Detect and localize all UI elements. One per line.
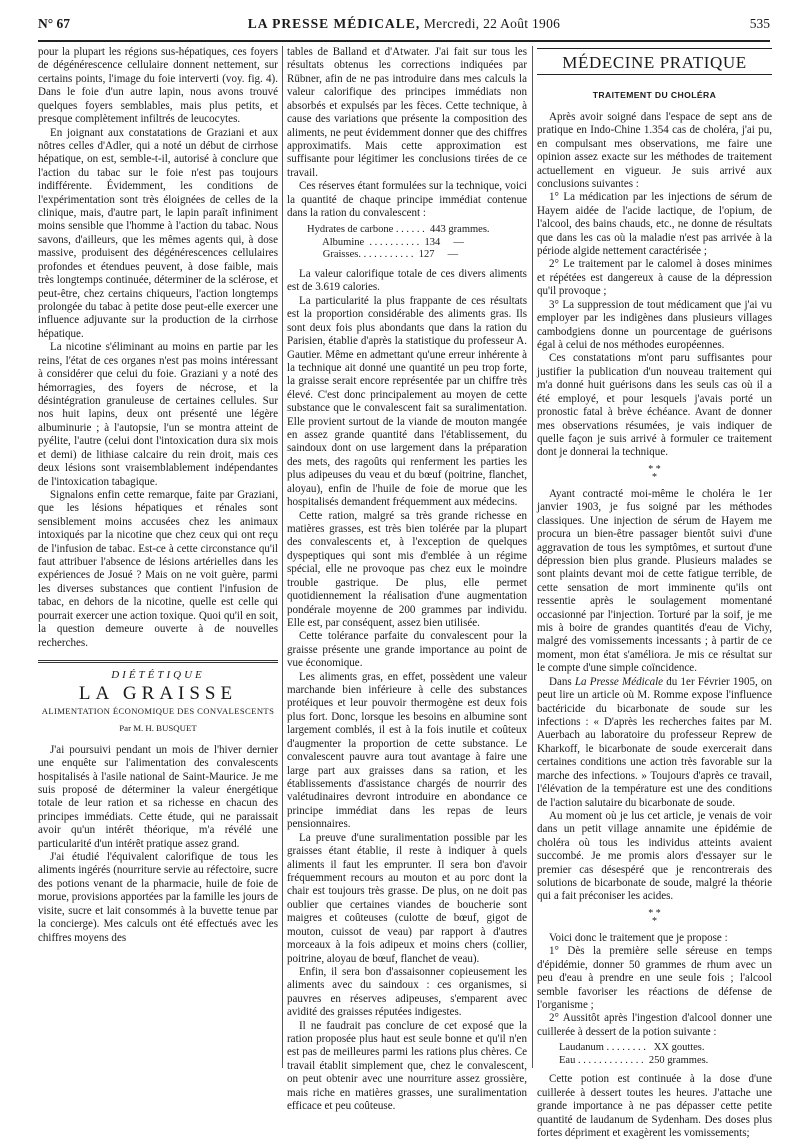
column-middle: [287, 46, 527, 1113]
paragraph: 3° La suppression de tout médicament que j'ai vu employer par les indigènes dans plusieurs villages cambodgiens donne un pourcentage de guérisons égal à celui de nos méthodes européennes.: [537, 298, 772, 352]
paragraph: La nicotine s'éliminant au moins en partie par les reins, l'état de ces organes n'est pas moins intéressant à considérer que celui du foie. Graziani y a noté des hémorragies, des foyers de nécrose, et la désintégration granuleuse de certaines cellules. Sur nos huit lapins, deux ont présenté une légère albuminurie ; à l'autopsie, l'un se montra atteint de pyélite, l'autre (celui dont l'intoxication dura six mois et demi) de lithiase calcaire du rein droit, mais ces deux lésions sont vraisemblablement indépendantes de l'intoxication tabagique.: [38, 341, 278, 488]
article-byline: Par M. H. BUSQUET: [119, 723, 197, 734]
prescription-line: Eau . . . . . . . . . . . . . 250 grammes.: [559, 1054, 709, 1066]
journal-title-line: [38, 16, 770, 32]
paragraph: 2° Le traitement par le calomel à doses minimes et répétées est dangereux à cause de la dépression qu'il provoque ;: [537, 258, 772, 298]
asterism-ornament: * * *: [648, 463, 661, 483]
paragraph: pour la plupart les régions sus-hépatiques, ces foyers de dégénérescence cellulaire donnent nettement, sur certains points, l'image du foie interverti (voy. fig. 4). Dans le foie d'un autre lapin, nous avons trouvé quelques foyers semblables, mais plus petits, et presque complètement infiltrés de leucocytes.: [38, 46, 278, 126]
paragraph: Cette tolérance parfaite du convalescent pour la graisse présente une grande importance au point de vue économique.: [287, 630, 527, 670]
paragraph: 1° La médication par les injections de sérum de Hayem aidée de l'acide lactique, de l'opium, de l'alcool, des bains chauds, etc., ne donne de résultats que dans les cas où la maladie n'est pas arrivée à la période algide nettement caractérisée ;: [537, 191, 772, 258]
paragraph: J'ai poursuivi pendant un mois de l'hiver dernier une enquête sur l'alimentation des convalescents hospitalisés à l'asile national de Saint-Maurice. Je me suis proposé de déterminer la valeur énergétique totale de leur ration et sa richesse en chacun des principes immédiats. Cette étude, qui ne paraissait avoir qu'un intérêt théorique, m'a révélé une particularité d'un intérêt pratique assez grand.: [38, 743, 278, 850]
article-subtitle: TRAITEMENT DU CHOLÉRA: [592, 90, 717, 101]
section-title: DIÉTÉTIQUE: [111, 668, 205, 681]
page-header: [38, 16, 770, 38]
table-row: Graisses. . . . . . . . . . . 127 —: [307, 249, 459, 261]
paragraph: La particularité la plus frappante de ces résultats est la proportion considérable des aliments gras. Ils sont deux fois plus abondants que dans la ration du Parisien, établie d'après la statistique du professeur A. Gautier. Même en admettant qu'une erreur inhérente à la technique ait donné une quantité un peu trop forte, la graisse serait encore représentée par un chiffre très élevé. C'est donc principalement au moyen de cette substance que le convalescent fait sa suralimentation. Elle provient surtout de la viande de mouton mangée en assez grande quantité dans l'établissement, du saindoux dont on use largement dans la préparation des mets, des ragoûts qui renferment les parties les plus adipeuses du veau et du bœuf (poitrine, flanchet, aloyau), enfin de l'huile de foie de morue que les hospitalisés demandent fréquemment aux médecins.: [287, 294, 527, 509]
paragraph: Il ne faudrait pas conclure de cet exposé que la ration proposée plus haut est seule bonne et qu'il n'en est pas de meilleures parmi les rations plus chères. Ce travail établit simplement que, chez le convalescent, on peut obtenir avec une nourriture assez grossière, mais riche en matières grasses, une suralimentation efficace et peu coûteuse.: [287, 1019, 527, 1113]
column-left: [38, 46, 278, 1072]
paragraph: Après avoir soigné dans l'espace de sept ans de pratique en Indo-Chine 1.354 cas de choléra, j'ai pu, en compulsant mes observations, me faire une opinion assez exacte sur les méthodes de traitement actuellement en vigueur. Je suis arrivé aux conclusions suivantes :: [537, 110, 772, 190]
article-subtitle: ALIMENTATION ÉCONOMIQUE DES CONVALESCENTS: [41, 705, 275, 716]
column-divider: [532, 46, 533, 1068]
paragraph: Ayant contracté moi-même le choléra le 1er janvier 1903, je fus soigné par les méthodes classiques. Une injection de sérum de Hayem me procura un bien-être passager bientôt suivi d'une aggravation de tous les symptômes, et surtout d'une dépression bien plus grande. Plusieurs malades se sont plaints devant moi de cette fatigue terrible, de cette sensation de mort imminente qu'ils ont ressentie après le soulagement momentané occasionné par l'injection. Torturé par la soif, je me mis à boire de grandes quantités d'eau de Vichy, malgré des vomissements incessants ; à partir de ce moment, mon état s'améliora. Je mis ce résultat sur le compte d'une simple coïncidence.: [537, 487, 772, 675]
paragraph: Cette potion est continuée à la dose d'une cuillerée à dessert toutes les heures. J'attache une grande importance à ne pas dépasser cette petite quantité de laudanum de Sydenham. Des doses plus fortes dépriment et exagèrent les vomissements;: [537, 1073, 772, 1139]
paragraph: La valeur calorifique totale de ces divers aliments est de 3.619 calories.: [287, 267, 527, 294]
paragraph: Les aliments gras, en effet, possèdent une valeur marchande bien inférieure à celle des substances protéiques et leur pouvoir thermogène est deux fois plus fort. Donc, lorsque les besoins en albumine sont largement comblés, il est à la fois inutile et coûteux d'augmenter la proportion de cette substance. Le convalescent pauvre aura tout avantage à faire une large part aux graisses dans sa ration, et les établissements d'assistance chargés de nourrir des valétudinaires devront introduire en abondance ce principe immédiat dans les repas de leurs pensionnaires.: [287, 670, 527, 831]
paragraph: Au moment où je lus cet article, je venais de voir dans un petit village annamite une épidémie de choléra où tous les individus atteints avaient succombé. Je me promis alors d'essayer sur le premier cas désespéré que je rencontrerais des solutions de bicarbonate de soude, malgré la théorie qui a fait préconiser les acides.: [537, 809, 772, 903]
column-right: [537, 46, 772, 1139]
paragraph: 2° Aussitôt après l'ingestion d'alcool donner une cuillerée à dessert de la potion suivante :: [537, 1012, 772, 1038]
article-title: LA GRAISSE: [78, 683, 238, 705]
issue-number: N° 67: [38, 16, 71, 31]
article-separator: [38, 660, 278, 663]
paragraph: J'ai étudié l'équivalent calorifique de tous les aliments ingérés (nourriture servie au réfectoire, sucre des potions venant de la pharmacie, huile de foie de morue, provisions apportées par la famille les jours de visite, sucre et lait consommés à la buvette tenue par la concierge). Mes calculs ont été effectués avec les chiffres moyens des: [38, 851, 278, 944]
prescription-line: Laudanum . . . . . . . . XX gouttes.: [559, 1042, 705, 1054]
text-run: Dans: [549, 675, 575, 688]
page-number: 535: [749, 16, 770, 31]
paragraph: [537, 676, 772, 810]
paragraph: Voici donc le traitement que je propose :: [549, 931, 728, 944]
table-row: Hydrates de carbone . . . . . . 443 grammes.: [307, 224, 490, 236]
column-divider: [282, 46, 283, 1068]
paragraph: La preuve d'une suralimentation possible par les graisses étant établie, il reste à indiquer à quels aliments il faut les emprunter. Il sera bon d'avoir fréquemment recours au mouton et au porc dont la chair est toujours très grasse. De plus, on ne doit pas oublier que certaines viandes de boucherie sont maigres et coûteuses (culotte de bœuf, gigot de mouton, cuissot de veau) par rapport à d'autres morceaux à la fois adipeux et moins chers (collier, poitrine, aloyau de bœuf, flanchet de veau).: [287, 831, 527, 965]
paragraph: tables de Balland et d'Atwater. J'ai fait sur tous les résultats obtenus les corrections indiquées par Rübner, afin de ne pas introduire dans mes calculs la valeur calorifique des principes immédiats non absorbés et expulsés par les fèces. Cette technique, à cause des variations que présente la composition des aliments, ne peut évidemment donner que des chiffres approximatifs. Mais cette approximation est suffisante pour légitimer les conclusions tirées de ce travail.: [287, 46, 527, 179]
journal-name: LA PRESSE MÉDICALE,: [247, 16, 421, 31]
paragraph: 1° Dès la première selle séreuse en temps d'épidémie, donner 50 grammes de rhum avec un peu d'eau à prendre en une seule fois ; l'alcool semble favoriser les réactions de défense de l'organisme ;: [537, 945, 772, 1011]
text-run: du 1er Février 1905, on peut lire un article où M. Romme expose l'influence bactéricide du bicarbonate de soude sur les infections : « D'après les recherches faites par M. Auerbach au laboratoire du professeur Reprew de Kharkoff, le bicarbonate de soude exercerait dans certaines conditions une action très favorable sur la marche des infections. » Toujours d'après ce travail, l'élévation de la température est une des conditions de l'action salutaire du bicarbonate de soude.: [537, 675, 772, 809]
asterism-ornament: * * *: [648, 907, 661, 927]
paragraph: Ces réserves étant formulées sur la technique, voici la quantité de chaque principe immédiat contenue dans la ration du convalescent :: [287, 180, 527, 220]
paragraph: Cette ration, malgré sa très grande richesse en matières grasses, est très bien tolérée par la plupart des convalescents et, à l'exception de quelques dyspeptiques qui sont mis d'emblée à un régime spécial, elle ne provoque pas chez eux le moindre trouble gastrique. De plus, elle permet quotidiennement la réalisation d'une augmentation pondérale moyenne de 200 grammes par individu. Elle est, par conséquent, assez bien utilisée.: [287, 509, 527, 629]
table-row: Albumine . . . . . . . . . . 134 —: [307, 236, 464, 248]
paragraph: Ces constatations m'ont paru suffisantes pour justifier la publication d'un nouveau traitement qui m'a donné huit guérisons dans les seuls cas où il a été employé, et pour lesquels j'avais porté un pronostic fatal à brève échéance. Avant de donner mes observations résumées, je vais indiquer de quelle façon je suis arrivé à formuler ce traitement dont je donnerai la technique.: [537, 352, 772, 459]
nutrient-table: [307, 224, 527, 262]
paragraph: Signalons enfin cette remarque, faite par Graziani, que les lésions hépatiques et rénales sont sensiblement moins accusées chez les animaux intoxiqués par la nicotine que chez ceux qui ont reçu de l'infusion de tabac. Est-ce à cette circonstance qu'il faut attribuer l'absence de lésions artérielles dans les expériences de Josué ? Mais on ne voit guère, parmi les diverses substances que contient l'infusion de tabac, en dehors de la nicotine, quelle est celle qui pourrait exercer une action toxique. Quoi qu'il en soit, la question demeure ouverte à de nouvelles recherches.: [38, 488, 278, 649]
header-rule: [38, 40, 770, 42]
journal-citation: La Presse Médicale: [574, 675, 664, 688]
prescription: [559, 1042, 772, 1067]
section-header: MÉDECINE PRATIQUE: [537, 48, 772, 75]
paragraph: Enfin, il sera bon d'assaisonner copieusement les aliments avec du saindoux : ces organismes, si pauvres en réserves adipeuses, s'emparent avec avidité des graisses réputées indigestes.: [287, 965, 527, 1019]
paragraph: En joignant aux constatations de Graziani et aux nôtres celles d'Adler, qui a noté un début de cirrhose hépatique, on est, semble-t-il, autorisé à conclure que l'action du tabac sur le foie n'est pas toujours indifférente. Évidemment, les conditions de l'expérimentation sont très éloignées de celles de la clinique, mais, d'autre part, le lapin paraît infiniment moins sensible que l'homme à l'action du tabac. Nous savons, d'ailleurs, que les mêmes agents qui, à dose massive, produisent des dégénérescences cellulaires profondes et étendues peuvent, à dose faible, mais très longtemps continuée, déterminer de la sclérose, et peut-être, chez certains chiqueurs, l'action longtemps prolongée du tabac à petite dose peut-elle exercer une influence adjuvante sur la production de la cirrhose hépatique.: [38, 126, 278, 340]
issue-date: Mercredi, 22 Août 1906: [420, 16, 561, 31]
